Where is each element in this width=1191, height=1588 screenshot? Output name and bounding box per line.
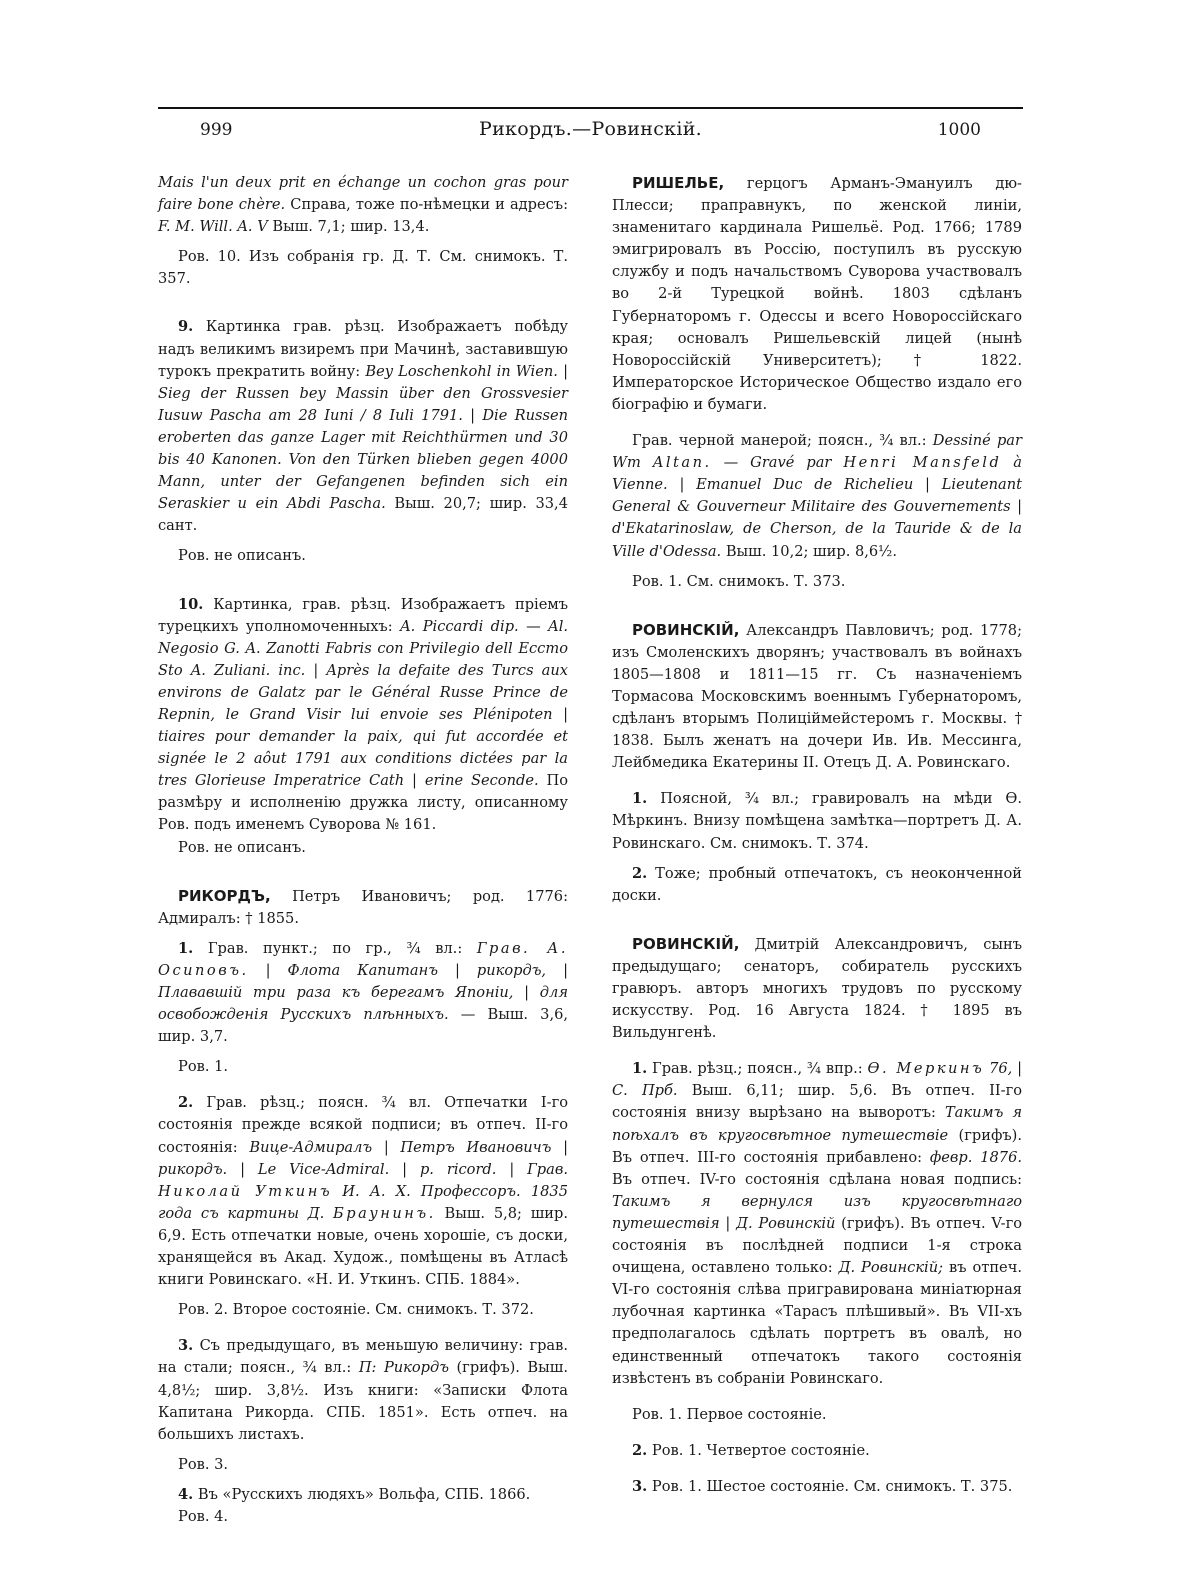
rov-reference: Ров. 3. xyxy=(178,1455,229,1473)
entry-paragraph: 3. Ров. 1. Шестое состояніе. См. снимокъ. Т. 375. xyxy=(632,1477,1013,1495)
rov-reference: Ров. 1. См. снимокъ. Т. 373. xyxy=(632,572,846,590)
rov-reference: Ров. 10. Изъ собранія гр. Д. Т. См. снимокъ. Т. 357. xyxy=(158,248,568,288)
entry-paragraph: 1. Грав. рѣзц.; поясн., ¾ впр.: Ѳ. Меркинъ 76, | С. Прб. Выш. 6,11; шир. 5,6. Въ отпеч. II-го состоянія внизу вырѣзано на выворотъ: Такимъ я поѣхалъ въ кругосвѣтное путешествіе (грифъ). Въ отпеч. III-го состоянія прибавлено: февр. 1876. Въ отпеч. IV-го состоянія сдѣлана новая подпись: Такимъ я вернулся изъ кругосвѣтнаго путешествія | Д. Ровинскій (грифъ). Въ отпеч. V-го состоянія въ послѣдней подписи 1-я строка очищена, оставлено только: Д. Ровинскій; въ отпеч. VI-го состоянія слѣва пригравирована миніатюрная лубочная картинка «Тарасъ плѣшивый». Въ VII-хъ предполагалось сдѣлать портретъ въ овалѣ, но единственный отпечатокъ такого состоянія извѣстенъ въ собраніи Ровинскаго. xyxy=(612,1060,1023,1387)
right-column xyxy=(612,172,1022,1498)
entry-heading-richelieu: РИШЕЛЬЕ, герцогъ Арманъ-Эмануилъ дю-Плесси; праправнукъ, по женской линіи, знаменитаго кардинала Ришельё. Род. 1766; 1789 эмигрировалъ въ Россію, поступилъ въ русскую службу и подъ начальствомъ Суворова участвовалъ во 2-й Турецкой войнѣ. 1803 сдѣланъ Губернаторомъ г. Одессы и всего Новороссійскаго края; основалъ Ришельевскій лицей (нынѣ Новороссійскій Университетъ); † 1822. Императорское Историческое Общество издало его біографію и бумаги. xyxy=(612,174,1022,413)
page-number-right: 1000 xyxy=(937,120,981,140)
page-number-left: 999 xyxy=(200,120,233,140)
entry-heading-rikord: РИКОРДЪ, Петръ Ивановичъ; род. 1776: Адмиралъ: † 1855. xyxy=(158,886,568,927)
entry-heading-rovinsky-d: РОВИНСКІЙ, Дмитрій Александровичъ, сынъ предыдущаго; сенаторъ, собиратель русскихъ гравюръ. авторъ многихъ трудовъ по русскому искусству. Род. 16 Августа 1824. † 1895 въ Вильдунгенѣ. xyxy=(612,934,1022,1042)
entry-paragraph: Грав. черной манерой; поясн., ¾ вл.: Dessiné par Wm Altan. — Gravé par Henri Mansfeld à Vienne. | Emanuel Duc de Richelieu | Lieutenant General & Gouverneur Militaire des Gouvernements | d'Ekatarinoslaw, de Cherson, de la Tauride & de la Ville d'Odessa. Выш. 10,2; шир. 8,6½. xyxy=(612,432,1023,560)
header-rule xyxy=(158,107,1023,109)
rov-reference: Ров. не описанъ. xyxy=(178,838,306,856)
entry-paragraph: 3. Съ предыдущаго, въ меньшую величину: грав. на стали; поясн., ¾ вл.: П: Рикордъ (грифъ). Выш. 4,8½; шир. 3,8½. Изъ книги: «Записки Флота Капитана Рикорда. СПБ. 1851». Есть отпеч. на большихъ листахъ. xyxy=(158,1337,568,1443)
rov-reference: Ров. 2. Второе состояніе. См. снимокъ. Т. 372. xyxy=(178,1301,534,1319)
running-header xyxy=(158,118,1023,146)
entry-paragraph: 1. Грав. пункт.; по гр., ¾ вл.: Грав. А. Осиповъ. | Флота Капитанъ | рикордъ, | Плававшій три раза къ берегамъ Японіи, | для освобожденія Русскихъ плѣнныхъ. — Выш. 3,6, шир. 3,7. xyxy=(158,939,569,1046)
entry-paragraph: 4. Въ «Русскихъ людяхъ» Вольфа, СПБ. 1866. xyxy=(178,1485,531,1503)
rov-reference: Ров. 4. xyxy=(178,1507,229,1525)
rov-reference: Ров. не описанъ. xyxy=(178,547,306,565)
entry-paragraph: 2. Грав. рѣзц.; поясн. ¾ вл. Отпечатки I-го состоянія прежде всякой подписи; въ отпеч. II-го состоянія: Вице-Адмиралъ | Петръ Ивановичъ | рикордъ. | Le Vice-Admiral. | p. ricord. | Грав. Николай Уткинъ И. А. Х. Профессоръ. 1835 года съ картины Д. Браунинъ. Выш. 5,8; шир. 6,9. Есть отпечатки новые, очень хорошіе, съ доски, хранящейся въ Акад. Худож., помѣщены въ Атласѣ книги Ровинскаго. «Н. И. Уткинъ. СПБ. 1884». xyxy=(158,1094,568,1289)
entry-paragraph: 2. Тоже; пробный отпечатокъ, съ неоконченной доски. xyxy=(612,864,1022,904)
entry-paragraph: Mais l'un deux prit en échange un cochon gras pour faire bone chère. Справа, тоже по-нѣмецки и адресъ: F. M. Will. A. V Выш. 7,1; шир. 13,4. xyxy=(158,174,568,236)
rov-reference: Ров. 1. xyxy=(178,1058,229,1076)
entry-paragraph: 10. Картинка, грав. рѣзц. Изображаетъ пріемъ турецкихъ уполномоченныхъ: A. Piccardi dip. — Al. Negosio G. A. Zanotti Fabris con Privilegio dell Eccmo Sto A. Zuliani. inc. | Après la defaite des Turcs aux environs de Galatz par le Général Russe Prince de Repnin, le Grand Visir lui envoie ses Plénipoten | tiaires pour demander la paix, qui fut accordée et signée le 2 aôut 1791 aux conditions dictées par la tres Glorieuse Imperatrice Cath | erine Seconde. По размѣру и исполненію дружка листу, описанному Ров. подъ именемъ Суворова № 161. xyxy=(158,595,568,834)
running-title: Рикордъ.—Ровинскій. xyxy=(479,118,702,140)
left-column xyxy=(158,172,568,1528)
entry-paragraph: 2. Ров. 1. Четвертое состояніе. xyxy=(632,1441,870,1459)
entry-paragraph: 1. Поясной, ¾ вл.; гравировалъ на мѣди Ѳ. Мѣркинъ. Внизу помѣщена замѣтка—портретъ Д. А. Ровинскаго. См. снимокъ. Т. 374. xyxy=(612,790,1022,852)
entry-paragraph: 9. Картинка грав. рѣзц. Изображаетъ побѣду надъ великимъ визиремъ при Мачинѣ, заставившую турокъ прекратить войну: Bey Loschenkohl in Wien. | Sieg der Russen bey Massin über den Grossvesier Iusuw Pascha am 28 Iuni / 8 Iuli 1791. | Die Russen eroberten das ganze Lager mit Reichthürmen und 30 bis 40 Kanonen. Von den Türken blieben gegen 4000 Mann, unter der Gefangenen befinden sich ein Seraskier u ein Abdi Pascha. Выш. 20,7; шир. 33,4 сант. xyxy=(158,318,568,535)
entry-heading-rovinsky-a: РОВИНСКІЙ, Александръ Павловичъ; род. 1778; изъ Смоленскихъ дворянъ; участвовалъ въ войнахъ 1805—1808 и 1811—15 гг. Съ назначеніемъ Тормасова Московскимъ военнымъ Губернаторомъ, сдѣланъ вторымъ Полиціймейстеромъ г. Москвы. † 1838. Былъ женатъ на дочери Ив. Ив. Мессинга, Лейбмедика Екатерины II. Отецъ Д. А. Ровинскаго. xyxy=(612,620,1022,772)
rov-reference: Ров. 1. Первое состояніе. xyxy=(632,1405,827,1423)
